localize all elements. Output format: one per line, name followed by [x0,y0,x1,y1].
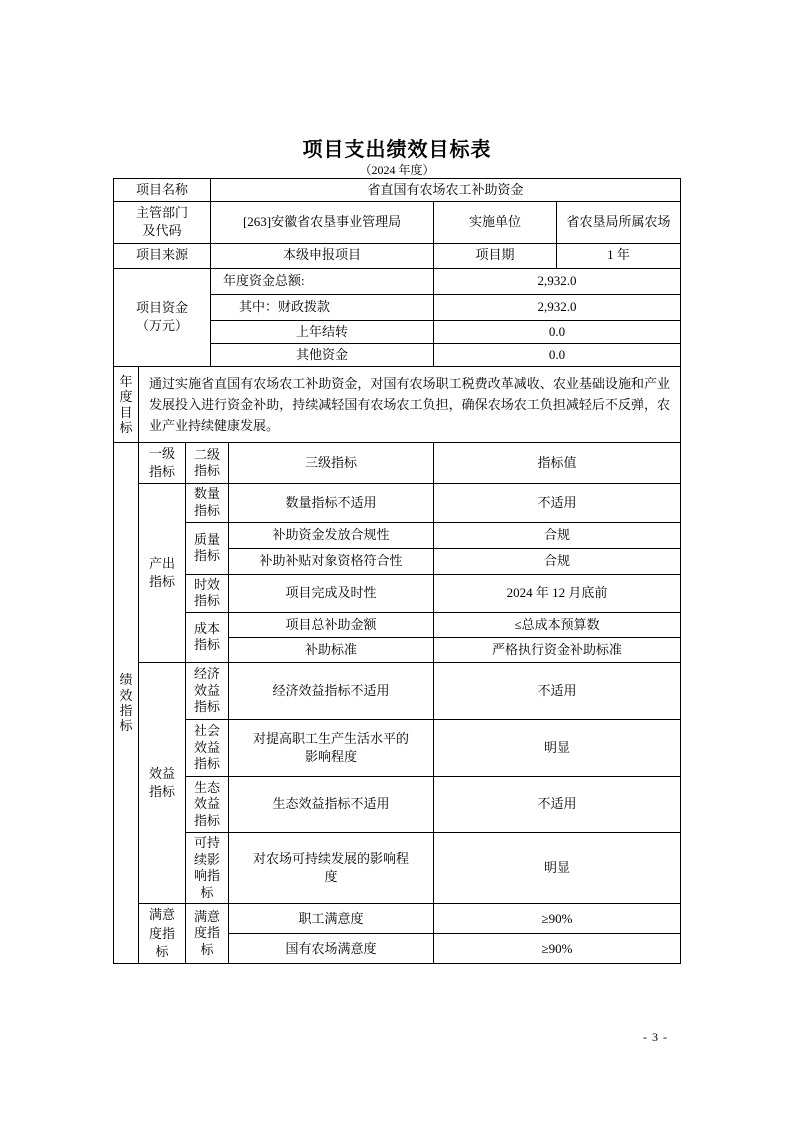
level3-text: 国有农场满意度 [229,934,434,964]
funding-carryover-label: 上年结转 [211,320,434,343]
table-row [114,719,681,776]
indicator-value: ≥90% [434,934,681,964]
impl-unit-label: 实施单位 [434,202,557,243]
level3-text: 补助补贴对象资格符合性 [229,548,434,574]
dept-label-line1: 主管部门 [136,205,189,221]
level3-text: 对提高职工生产生活水平的影响程度 [229,719,434,776]
performance-label: 绩效指标 [114,443,139,964]
period-value: 1 年 [557,243,681,268]
indicator-value: 合规 [434,548,681,574]
level2-timeliness: 时效指标 [186,574,229,612]
funding-other-label: 其他资金 [211,343,434,366]
table-row [114,484,681,522]
level2-sustainability: 可持续影响指标 [186,832,229,904]
header-level1: 一级指标 [139,443,186,484]
indicator-value: 明显 [434,832,681,904]
level3-text: 项目总补助金额 [229,612,434,637]
level2-quantity: 数量指标 [186,484,229,522]
level3-text: 生态效益指标不适用 [229,776,434,832]
level3-text: 项目完成及时性 [229,574,434,612]
level1-benefit: 效益指标 [139,662,186,904]
project-name-label: 项目名称 [114,179,211,202]
funding-label-line2: （万元） [136,318,189,334]
period-label: 项目期 [434,243,557,268]
annual-goal-label: 年度目标 [114,366,139,442]
funding-label-line1: 项目资金 [136,300,189,316]
funding-carryover-value: 0.0 [434,320,681,343]
level2-cost: 成本指标 [186,612,229,662]
table-row [114,904,681,934]
table-row [114,574,681,612]
indicator-value: ≥90% [434,904,681,934]
funding-label [114,268,211,366]
level3-text: 职工满意度 [229,904,434,934]
annual-goal-text: 通过实施省直国有农场农工补助资金，对国有农场职工税费改革减收、农业基础设施和产业发展投入进行资金补助，持续减轻国有农场农工负担，确保农场农工负担减轻后不反弹，农业产业持续健康发展。 [139,366,681,442]
source-label: 项目来源 [114,243,211,268]
source-value: 本级申报项目 [211,243,434,268]
table-row [114,612,681,637]
table-row [114,522,681,548]
project-name-value: 省直国有农场农工补助资金 [211,179,681,202]
indicator-value: 不适用 [434,776,681,832]
indicator-value: 不适用 [434,484,681,522]
level3-text: 经济效益指标不适用 [229,662,434,719]
performance-target-table [113,178,681,964]
level1-satisfaction: 满意度指标 [139,904,186,964]
page-subtitle: （2024 年度） [359,163,435,177]
table-row [114,662,681,719]
level3-text: 补助标准 [229,637,434,662]
funding-other-value: 0.0 [434,343,681,366]
dept-value: [263]安徽省农垦事业管理局 [211,202,434,243]
level2-social: 社会效益指标 [186,719,229,776]
level2-quality: 质量指标 [186,522,229,574]
funding-fiscal-label: 其中：财政拨款 [211,294,434,320]
level2-ecological: 生态效益指标 [186,776,229,832]
indicator-value: 不适用 [434,662,681,719]
level3-text: 补助资金发放合规性 [229,522,434,548]
indicator-value: 明显 [434,719,681,776]
level1-output: 产出指标 [139,484,186,663]
page-number: - 3 - [643,1030,668,1044]
level2-economic: 经济效益指标 [186,662,229,719]
header-level2: 二级指标 [186,443,229,484]
table-row [114,776,681,832]
dept-label [114,202,211,243]
funding-total-label: 年度资金总额: [211,268,434,294]
indicator-value: 2024 年 12 月底前 [434,574,681,612]
page-title: 项目支出绩效目标表 [302,139,492,161]
indicator-value: 严格执行资金补助标准 [434,637,681,662]
indicator-value: 合规 [434,522,681,548]
header-value: 指标值 [434,443,681,484]
impl-unit-value: 省农垦局所属农场 [557,202,681,243]
level3-text: 对农场可持续发展的影响程度 [229,832,434,904]
header-level3: 三级指标 [229,443,434,484]
table-row [114,832,681,904]
indicator-value: ≤总成本预算数 [434,612,681,637]
level3-text: 数量指标不适用 [229,484,434,522]
funding-total-value: 2,932.0 [434,268,681,294]
level2-satisfaction: 满意度指标 [186,904,229,964]
funding-fiscal-value: 2,932.0 [434,294,681,320]
dept-label-line2: 及代码 [142,223,182,239]
